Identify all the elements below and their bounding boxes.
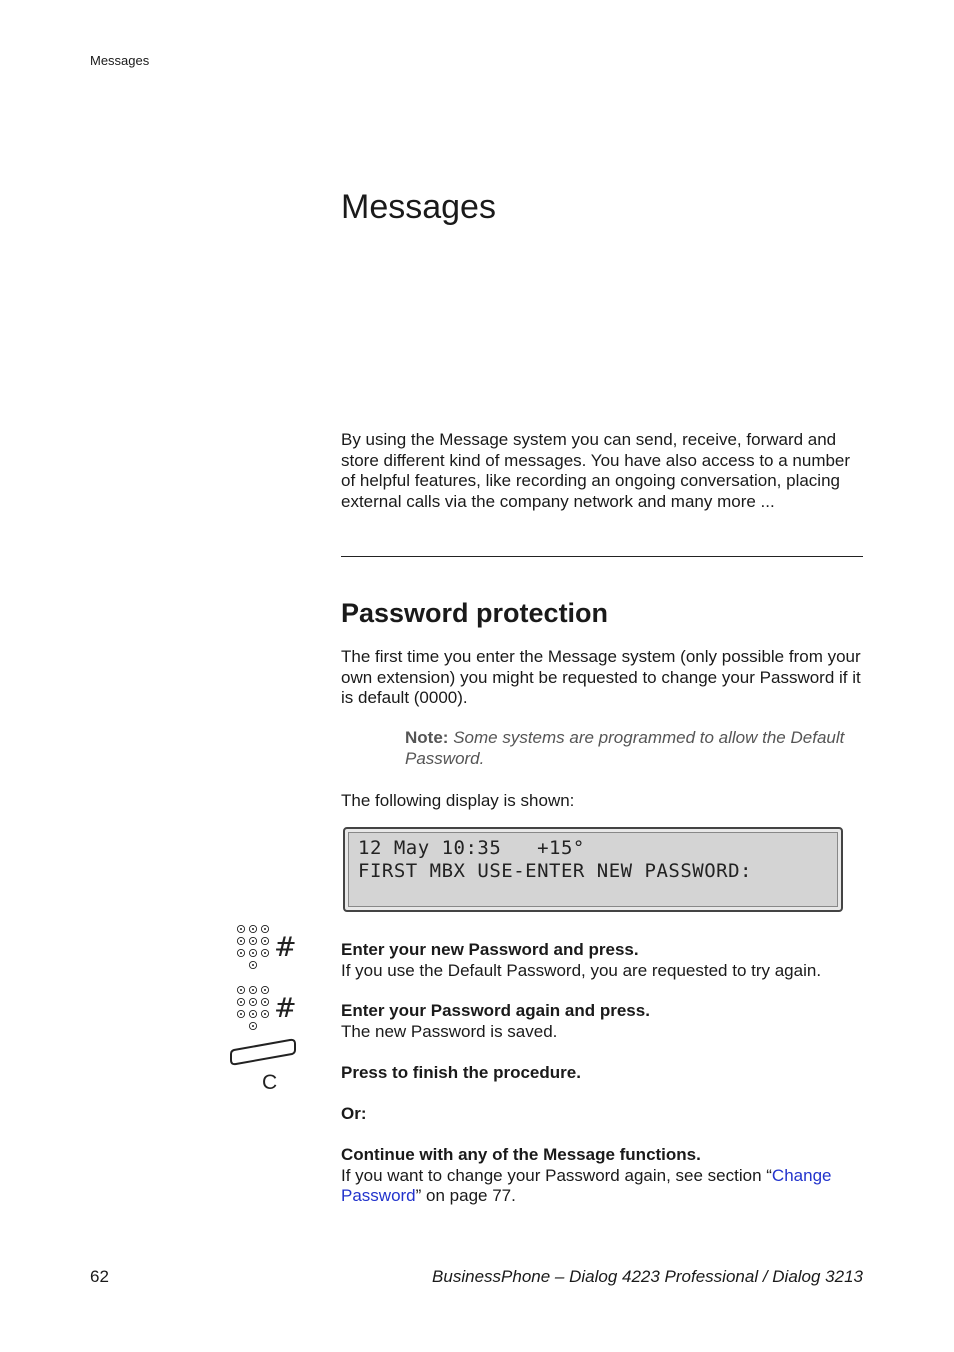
display-line-2: FIRST MBX USE-ENTER NEW PASSWORD: [358, 860, 752, 882]
running-header: Messages [90, 53, 150, 68]
hash-key: # [274, 932, 297, 963]
password-paragraph: The first time you enter the Message system (only possible from your own extension) you might be requested to change your Password if it is default (0000). [341, 647, 861, 707]
keypad-icon [232, 983, 302, 1033]
display-line-1: 12 May 10:35 +15° [358, 837, 585, 859]
step-1-text: If you use the Default Password, you are requested to try again. [341, 960, 822, 980]
section-heading: Password protection [341, 598, 609, 628]
step-1-instruction: Enter your new Password and press. [341, 940, 639, 959]
display-intro: The following display is shown: [341, 791, 575, 810]
clear-key-icon [226, 1036, 298, 1094]
change-password-link[interactable]: Change Password [341, 1165, 832, 1205]
hash-key: # [274, 993, 297, 1024]
intro-paragraph: By using the Message system you can send, receive, forward and store different kind of messages. You have also access to a number of helpful features, like recording an ongoing conversation, placing external calls via the company network and many more ... [341, 430, 851, 511]
step-2-instruction: Enter your Password again and press. [341, 1001, 650, 1020]
step-1 [341, 940, 863, 981]
step-3 [341, 1063, 863, 1084]
step-4-text-before: If you want to change your Password again, see section “ [341, 1165, 772, 1185]
clear-key-label: C [262, 1071, 278, 1094]
note-text: Some systems are programmed to allow the Default Password. [405, 728, 845, 768]
book-title: BusinessPhone – Dialog 4223 Professional / Dialog 3213 [432, 1267, 863, 1286]
section-divider [341, 556, 863, 557]
keypad-icon [232, 922, 302, 972]
step-or [341, 1104, 863, 1125]
step-4-instruction: Continue with any of the Message functions. [341, 1145, 701, 1164]
step-4 [341, 1145, 863, 1207]
note-label: Note: [405, 728, 449, 747]
step-2-text: The new Password is saved. [341, 1021, 558, 1041]
note [405, 728, 863, 769]
step-2 [341, 1001, 863, 1042]
page-title: Messages [341, 188, 496, 226]
or-label: Or: [341, 1104, 367, 1123]
step-4-text-after: ” on page 77. [415, 1186, 516, 1205]
phone-display [343, 827, 843, 912]
page-number: 62 [90, 1267, 109, 1286]
step-3-instruction: Press to finish the procedure. [341, 1063, 581, 1082]
